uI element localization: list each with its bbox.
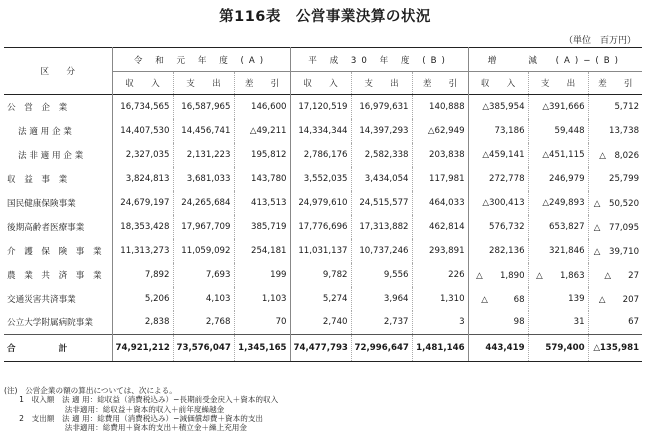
table-cell: 2,582,338 (351, 143, 412, 167)
table-row (4, 167, 642, 191)
table-cell: 1,103 (234, 287, 290, 311)
table-cell: 13,738 (588, 119, 642, 143)
table-cell: 1,310 (412, 287, 468, 311)
table-cell: 14,407,530 (112, 119, 173, 143)
table-cell: 226 (412, 263, 468, 287)
table-cell: 2,327,035 (112, 143, 173, 167)
row-label: 介 護 保 険 事 業 (7, 246, 102, 257)
table-cell: 385,719 (234, 215, 290, 239)
table-cell: 16,587,965 (173, 95, 234, 119)
col-header-balance: 差 引 (412, 72, 468, 95)
table-cell: △ 77,095 (588, 215, 642, 239)
table-cell: 14,334,344 (290, 119, 351, 143)
col-header-balance: 差 引 (588, 72, 642, 95)
row-label: 交通災害共済事業 (7, 294, 76, 305)
table-cell: 3,434,054 (351, 167, 412, 191)
table-cell: 5,712 (588, 95, 642, 119)
table-cell: △451,115 (528, 143, 588, 167)
table-row (4, 143, 642, 167)
table-cell: 70 (234, 311, 290, 335)
table-cell: △62,949 (412, 119, 468, 143)
col-header-expense: 支 出 (351, 72, 412, 95)
table-cell: 7,693 (173, 263, 234, 287)
col-header-expense: 支 出 (173, 72, 234, 95)
table-cell: 11,031,137 (290, 239, 351, 263)
table-cell: 2,786,176 (290, 143, 351, 167)
table-cell: 203,838 (412, 143, 468, 167)
row-label: 後期高齢者医療事業 (7, 222, 85, 233)
table-row (4, 191, 642, 215)
table-cell: 653,827 (528, 215, 588, 239)
table-row (4, 287, 642, 311)
table-cell: 24,679,197 (112, 191, 173, 215)
row-label: 合 計 (4, 335, 112, 362)
col-header-balance: 差 引 (234, 72, 290, 95)
table-cell: 9,782 (290, 263, 351, 287)
table-cell: 73,186 (468, 119, 528, 143)
table-cell: 195,812 (234, 143, 290, 167)
budget-table (4, 47, 642, 362)
table-cell: 4,103 (173, 287, 234, 311)
table-cell: 199 (234, 263, 290, 287)
table-cell: 74,477,793 (290, 335, 351, 362)
table-cell: 5,206 (112, 287, 173, 311)
footnote-line: 法非適用：総収益＋資本的収入＋前年度繰越金 (4, 404, 225, 414)
table-cell: 143,780 (234, 167, 290, 191)
row-label: 公 営 企 業 (4, 95, 112, 119)
table-cell: 2,838 (112, 311, 173, 335)
row-label: 法 適 用 企 業 (18, 126, 72, 137)
table-cell: △135,981 (588, 335, 642, 362)
table-cell: △391,666 (528, 95, 588, 119)
table-cell: 321,846 (528, 239, 588, 263)
table-cell: 2,737 (351, 311, 412, 335)
table-cell: 146,600 (234, 95, 290, 119)
group-header-h30: 平 成 30 年 度 (B) (290, 48, 468, 72)
table-row (4, 311, 642, 335)
table-cell: 579,400 (528, 335, 588, 362)
row-label: 法 非 適 用 企 業 (18, 150, 84, 161)
col-header-income: 収 入 (112, 72, 173, 95)
table-cell: 2,131,223 (173, 143, 234, 167)
table-cell: 140,888 (412, 95, 468, 119)
table-cell: 14,397,293 (351, 119, 412, 143)
table-body (4, 95, 642, 362)
table-cell: 272,778 (468, 167, 528, 191)
table-cell: 3,552,035 (290, 167, 351, 191)
table-cell: 246,979 (528, 167, 588, 191)
row-label: 収 益 事 業 (7, 174, 68, 185)
table-cell: 464,033 (412, 191, 468, 215)
col-header-income: 収 入 (290, 72, 351, 95)
table-cell: 2,768 (173, 311, 234, 335)
table-cell: 1,345,165 (234, 335, 290, 362)
table-cell: 3,964 (351, 287, 412, 311)
table-cell: 139 (528, 287, 588, 311)
table-cell: △385,954 (468, 95, 528, 119)
table-cell: △ 68 (468, 287, 528, 311)
table-row (4, 239, 642, 263)
table-cell: △ 39,710 (588, 239, 642, 263)
table-cell: 24,979,610 (290, 191, 351, 215)
table-cell: 10,737,246 (351, 239, 412, 263)
table-cell: 31 (528, 311, 588, 335)
page-title: 第116表 公営事業決算の状況 (219, 9, 431, 25)
table-cell: 16,734,565 (112, 95, 173, 119)
table-cell: 17,967,709 (173, 215, 234, 239)
table-row (4, 215, 642, 239)
footnotes (4, 386, 278, 432)
table-cell: 11,059,092 (173, 239, 234, 263)
group-header-r1: 令 和 元 年 度 (A) (112, 48, 290, 72)
table-cell: 254,181 (234, 239, 290, 263)
footnote-line: 法非適用：総費用＋資本的支出＋積立金＋繰上充用金 (4, 423, 247, 433)
table-cell: 25,799 (588, 167, 642, 191)
table-cell: △459,141 (468, 143, 528, 167)
table-cell: 73,576,047 (173, 335, 234, 362)
table-cell: 67 (588, 311, 642, 335)
table-cell: 576,732 (468, 215, 528, 239)
table-cell: 117,981 (412, 167, 468, 191)
table-cell: 17,120,519 (290, 95, 351, 119)
table-cell: △249,893 (528, 191, 588, 215)
table-cell: 72,996,647 (351, 335, 412, 362)
table-cell: △ 1,890 (468, 263, 528, 287)
table-cell: 3 (412, 311, 468, 335)
table-cell: △ 50,520 (588, 191, 642, 215)
table-cell: 5,274 (290, 287, 351, 311)
footnote-line: 1 収入額 法 適 用：総収益（消費税込み）−長期前受金戻入＋資本的収入 (4, 395, 279, 405)
table-cell: 293,891 (412, 239, 468, 263)
table-cell: 3,681,033 (173, 167, 234, 191)
table-cell: 7,892 (112, 263, 173, 287)
table-row (4, 119, 642, 143)
unit-label: （単位 百万円） (563, 36, 636, 46)
table-cell: △ 8,026 (588, 143, 642, 167)
table-cell: 14,456,741 (173, 119, 234, 143)
table-cell: 413,513 (234, 191, 290, 215)
table-cell: 9,556 (351, 263, 412, 287)
table-cell: 16,979,631 (351, 95, 412, 119)
table-row (4, 263, 642, 287)
table-cell: 18,353,428 (112, 215, 173, 239)
row-label: 公立大学附属病院事業 (7, 318, 93, 329)
table-cell: 98 (468, 311, 528, 335)
row-label: 農 業 共 済 事 業 (7, 270, 102, 281)
table-cell: 24,265,684 (173, 191, 234, 215)
table-cell: 443,419 (468, 335, 528, 362)
group-header-diff: 増 減 (A)−(B) (468, 48, 642, 72)
row-label: 国民健康保険事業 (7, 198, 76, 209)
table-cell: 3,824,813 (112, 167, 173, 191)
table-cell: 59,448 (528, 119, 588, 143)
table-cell: 282,136 (468, 239, 528, 263)
table-cell: 24,515,577 (351, 191, 412, 215)
table-cell: 74,921,212 (112, 335, 173, 362)
table-cell: △ 1,863 (528, 263, 588, 287)
table-cell: 1,481,146 (412, 335, 468, 362)
table-cell: △49,211 (234, 119, 290, 143)
table-row (4, 335, 642, 362)
col-header-expense: 支 出 (528, 72, 588, 95)
table-cell: 17,776,696 (290, 215, 351, 239)
table-cell: △ 207 (588, 287, 642, 311)
table-cell: 11,313,273 (112, 239, 173, 263)
table-cell: 2,740 (290, 311, 351, 335)
table-row (4, 95, 642, 119)
footnote-line: (注) 公営企業の額の算出については、次による。 (4, 386, 177, 395)
row-header: 区 分 (40, 67, 75, 77)
table-cell: 462,814 (412, 215, 468, 239)
table-cell: △300,413 (468, 191, 528, 215)
col-header-income: 収 入 (468, 72, 528, 95)
footnote-line: 2 支出額 法 適 用：総費用（消費税込み）−減価償却費＋資本的支出 (4, 413, 264, 423)
table-cell: △ 27 (588, 263, 642, 287)
table-cell: 17,313,882 (351, 215, 412, 239)
